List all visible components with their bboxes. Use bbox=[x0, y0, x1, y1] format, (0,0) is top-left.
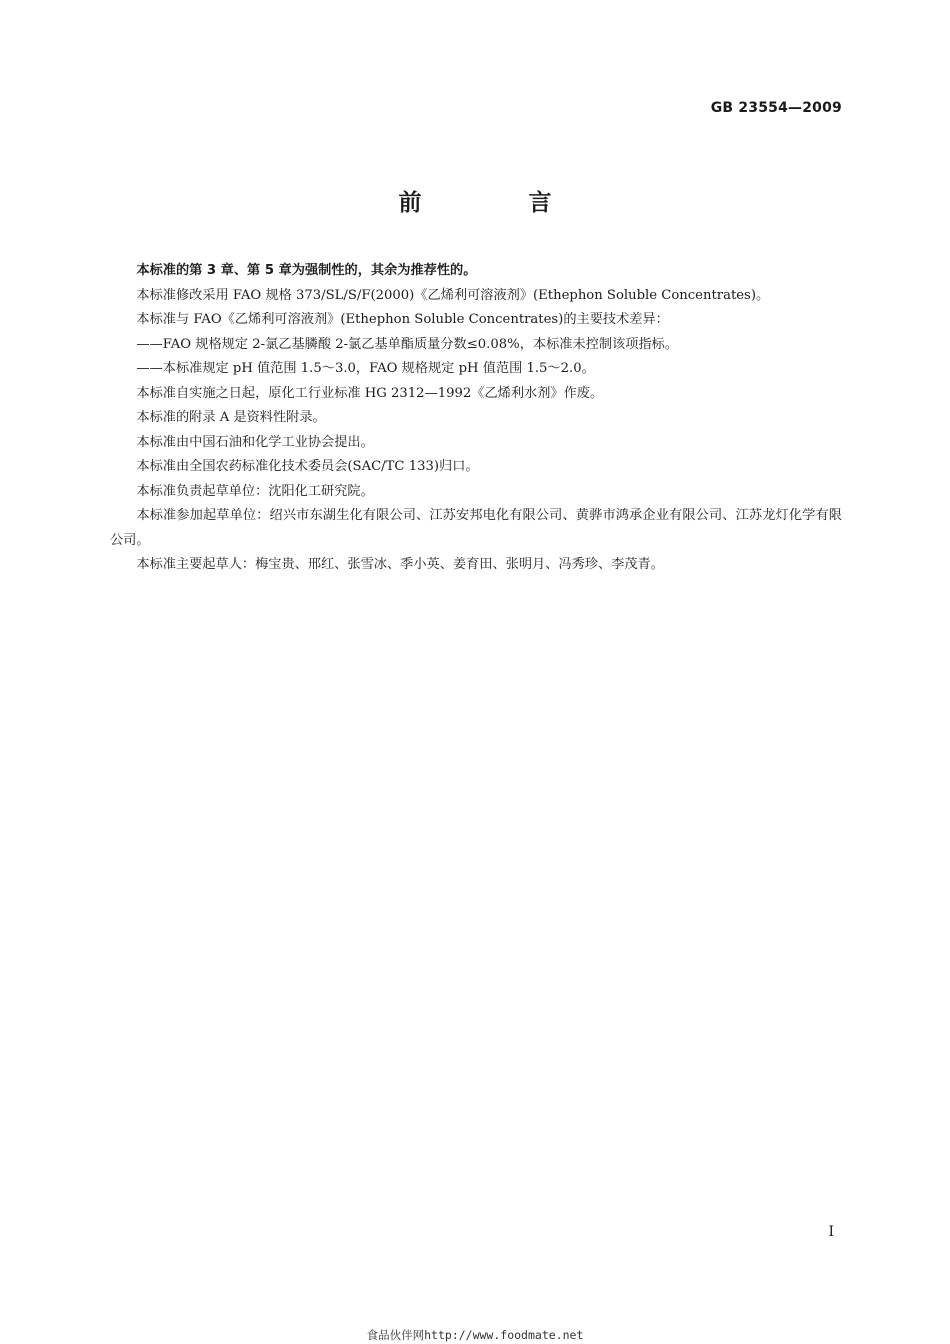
foreword-body bbox=[110, 259, 842, 578]
page-number: I bbox=[828, 1224, 834, 1240]
paragraph-technical-differences: 本标准与 FAO《乙烯利可溶液剂》(Ethephon Soluble Concentrates)的主要技术差异： bbox=[136, 312, 669, 327]
paragraph-supersedes: 本标准自实施之日起，原化工行业标准 HG 2312—1992《乙烯利水剂》作废。 bbox=[136, 385, 604, 401]
paragraph-centralized-by: 本标准由全国农药标准化技术委员会(SAC/TC 133)归口。 bbox=[136, 459, 479, 474]
paragraph-proposed-by: 本标准由中国石油和化学工业协会提出。 bbox=[136, 434, 374, 450]
paragraph-participating-units: 本标准参加起草单位：绍兴市东湖生化有限公司、江苏安邦电化有限公司、黄骅市鸿承企业有限公司、江苏龙灯化学有限公司。 bbox=[110, 508, 842, 548]
paragraph-fao-adoption: 本标准修改采用 FAO 规格 373/SL/S/F(2000)《乙烯利可溶液剂》(Ethephon Soluble Concentrates)。 bbox=[136, 287, 770, 303]
paragraph-difference-1: ——FAO 规格规定 2-氯乙基膦酸 2-氯乙基单酯质量分数≤0.08%，本标准未控制该项指标。 bbox=[136, 336, 678, 352]
paragraph-drafters: 本标准主要起草人：梅宝贵、邢红、张雪冰、季小英、姜育田、张明月、冯秀珍、李茂青。 bbox=[136, 557, 664, 572]
paragraph-appendix: 本标准的附录 A 是资料性附录。 bbox=[136, 410, 326, 425]
paragraph-mandatory-chapters: 本标准的第 3 章、第 5 章为强制性的，其余为推荐性的。 bbox=[136, 263, 477, 278]
watermark-text: 食品伙伴网http://www.foodmate.net bbox=[366, 1328, 584, 1342]
standard-code: GB 23554—2009 bbox=[710, 100, 842, 116]
paragraph-difference-2: ——本标准规定 pH 值范围 1.5～3.0，FAO 规格规定 pH 值范围 1.5～2.0。 bbox=[136, 361, 595, 376]
paragraph-drafting-unit: 本标准负责起草单位：沈阳化工研究院。 bbox=[136, 483, 374, 499]
page-title: 前 言 bbox=[398, 190, 594, 216]
